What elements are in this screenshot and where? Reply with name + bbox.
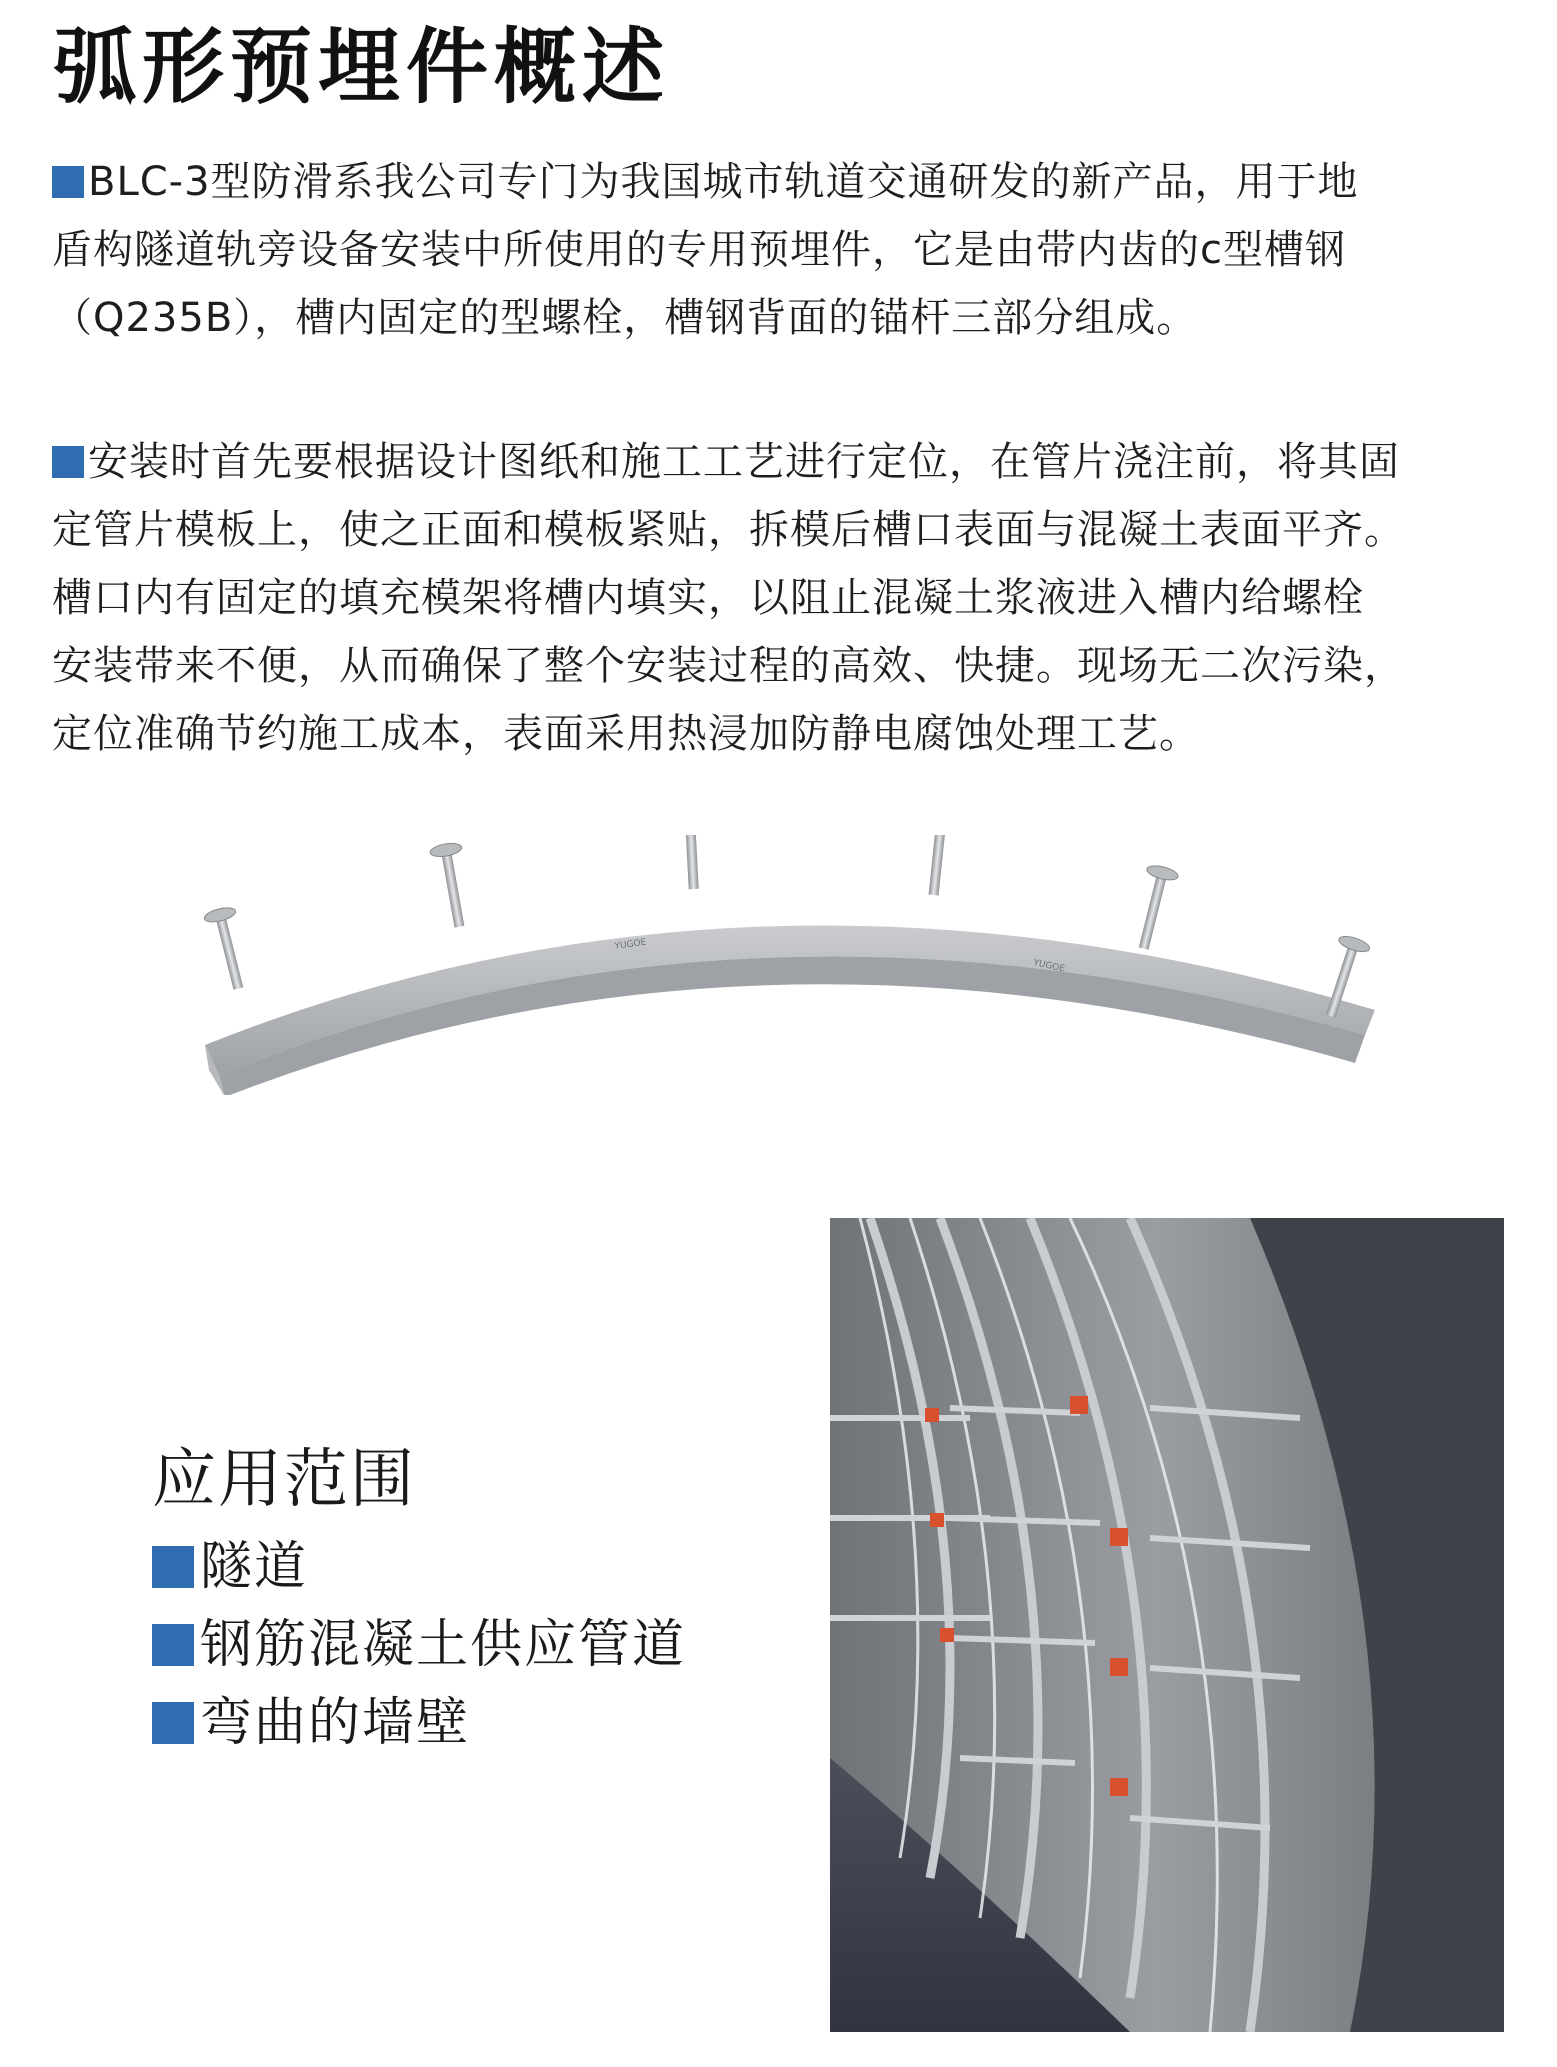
paragraph-line: 安装时首先要根据设计图纸和施工工艺进行定位，在管片浇注前，将其固 bbox=[52, 428, 1522, 496]
curved-anchor-channel-image bbox=[195, 835, 1395, 1095]
brand-mark: YUGOE bbox=[614, 937, 647, 952]
bullet-square-icon bbox=[152, 1624, 194, 1666]
paragraph-line: 定管片模板上，使之正面和模板紧贴，拆模后槽口表面与混凝土表面平齐。 bbox=[52, 507, 1405, 553]
bullet-square-icon bbox=[52, 446, 84, 478]
tunnel-installation-photo bbox=[830, 1218, 1504, 2032]
installation-paragraph bbox=[52, 428, 1522, 768]
paragraph-line: 盾构隧道轨旁设备安装中所使用的专用预埋件，它是由带内齿的c型槽钢 bbox=[52, 227, 1346, 273]
intro-paragraph bbox=[52, 148, 1522, 352]
paragraph-line: 定位准确节约施工成本，表面采用热浸加防静电腐蚀处理工艺。 bbox=[52, 711, 1200, 757]
application-title: 应用范围 bbox=[152, 1443, 416, 1517]
paragraph-line: 槽口内有固定的填充模架将槽内填实，以阻止混凝土浆液进入槽内给螺栓 bbox=[52, 575, 1364, 621]
list-item: 弯曲的墙壁 bbox=[152, 1684, 686, 1762]
paragraph-line: BLC-3型防滑系我公司专门为我国城市轨道交通研发的新产品，用于地 bbox=[52, 148, 1522, 216]
list-item: 隧道 bbox=[152, 1528, 686, 1606]
paragraph-line: 安装带来不便，从而确保了整个安装过程的高效、快捷。现场无二次污染， bbox=[52, 643, 1405, 689]
bullet-square-icon bbox=[52, 166, 84, 198]
brand-mark: YUGOE bbox=[1032, 958, 1066, 975]
list-item: 钢筋混凝土供应管道 bbox=[152, 1606, 686, 1684]
bullet-square-icon bbox=[152, 1546, 194, 1588]
bullet-square-icon bbox=[152, 1702, 194, 1744]
application-list bbox=[152, 1528, 686, 1762]
page-title: 弧形预埋件概述 bbox=[54, 20, 671, 115]
paragraph-line: （Q235B），槽内固定的型螺栓，槽钢背面的锚杆三部分组成。 bbox=[52, 295, 1198, 341]
